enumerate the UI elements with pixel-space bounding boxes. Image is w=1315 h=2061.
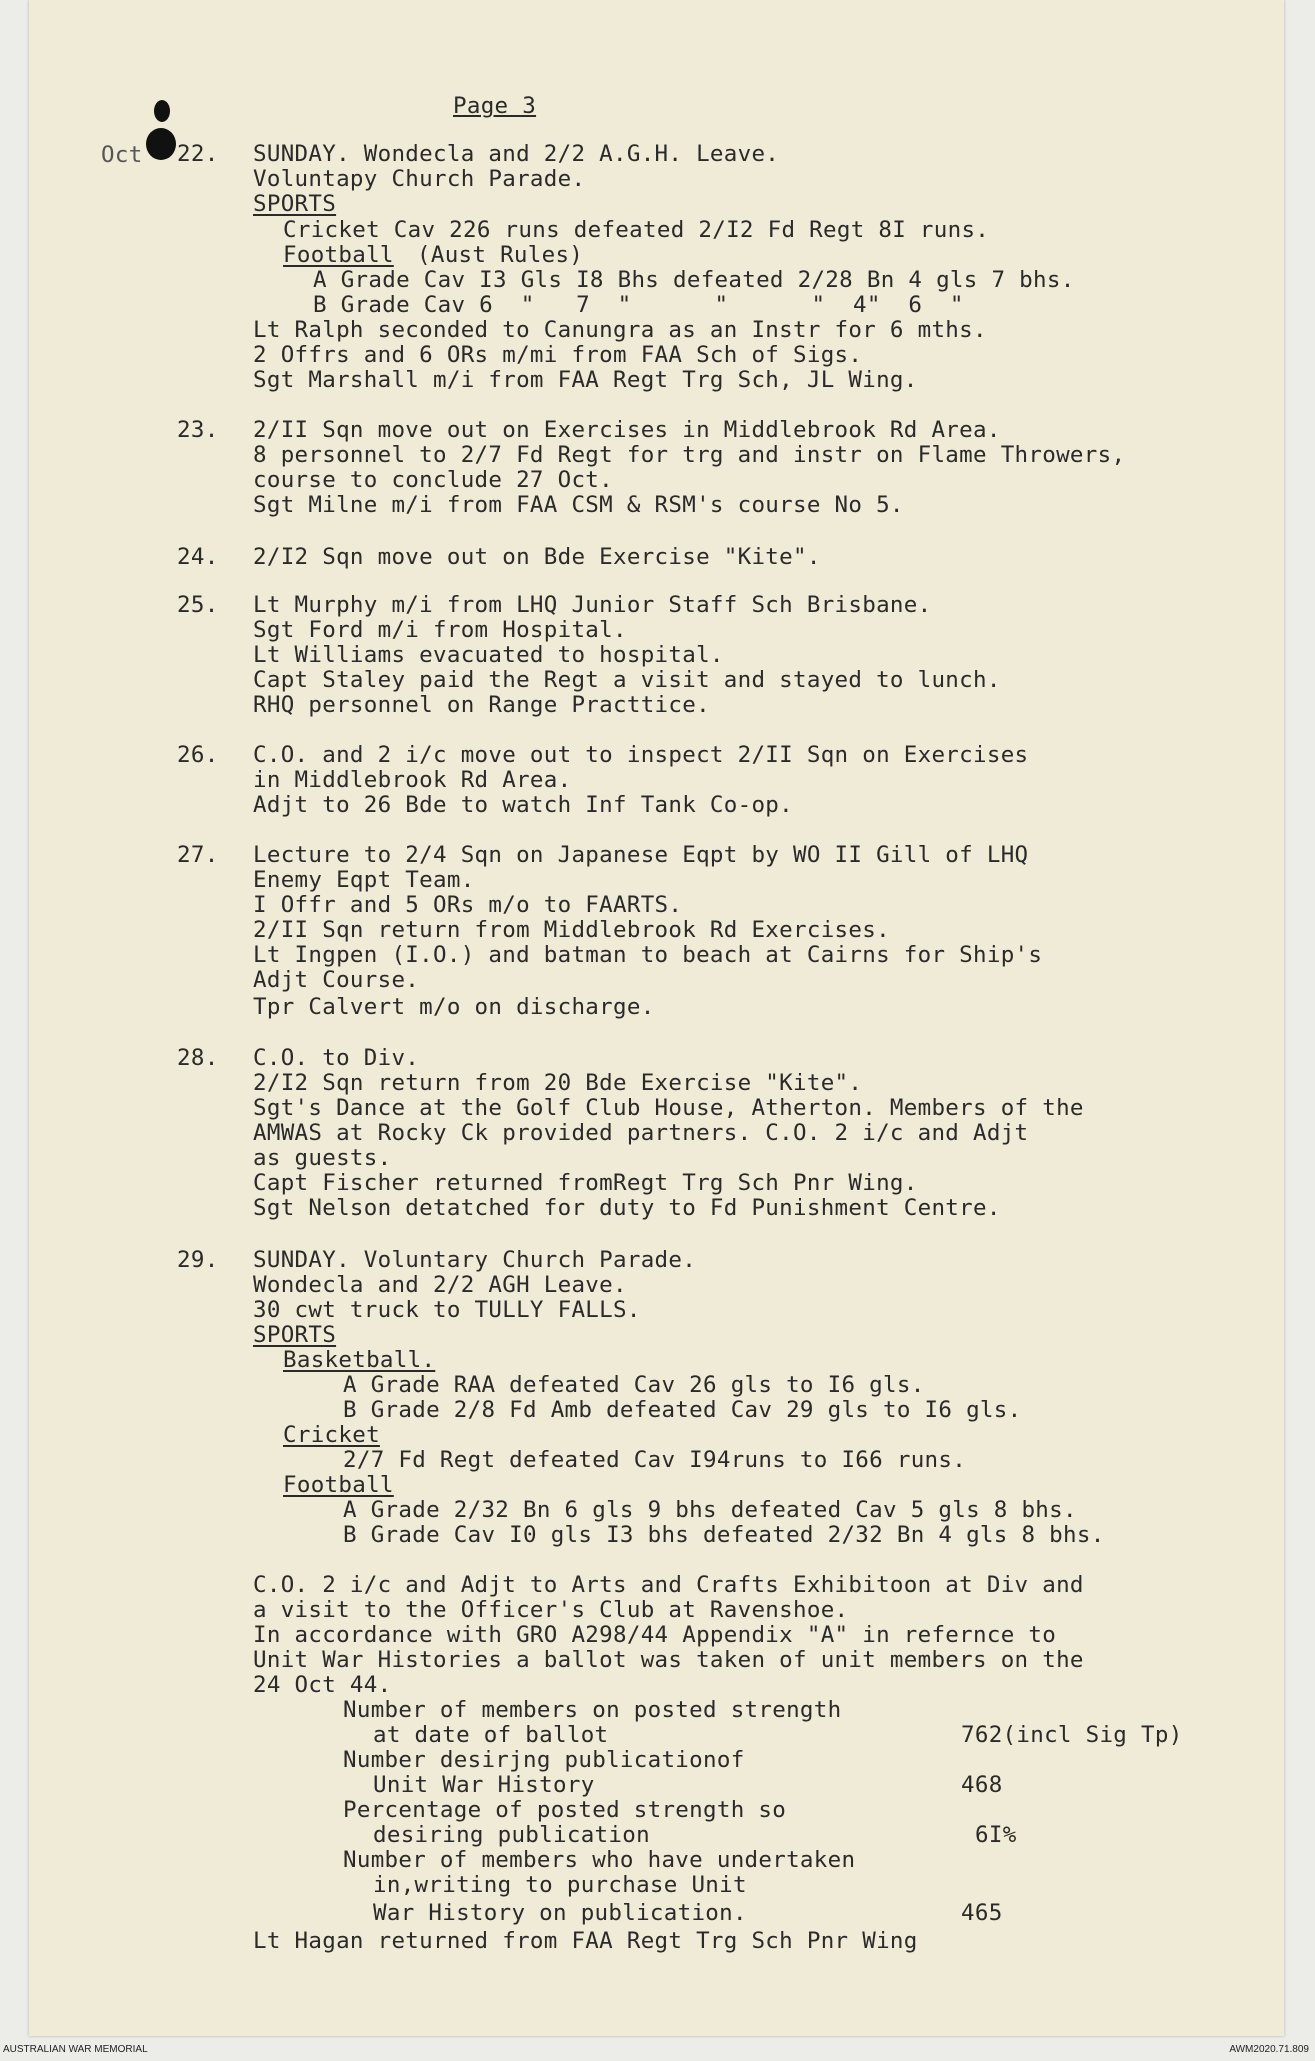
entry-line: Lt Murphy m/i from LHQ Junior Staff Sch Brisbane.: [253, 592, 932, 618]
sport-heading: Football: [283, 1472, 394, 1498]
page-header: Page 3: [453, 93, 537, 119]
entry-line: RHQ personnel on Range Practtice.: [253, 692, 710, 718]
footer-right: AWM2020.71.809: [1229, 2044, 1309, 2055]
entry-line: Wondecla and 2/2 AGH Leave.: [253, 1272, 627, 1298]
entry-line: C.O. 2 i/c and Adjt to Arts and Crafts Exhibitoon at Div and: [253, 1572, 1084, 1598]
section-heading: SPORTS: [253, 191, 337, 217]
entry-line: Lt Hagan returned from FAA Regt Trg Sch Pnr Wing: [253, 1928, 918, 1954]
entry-line: B Grade 2/8 Fd Amb defeated Cav 29 gls to I6 gls.: [343, 1397, 1022, 1423]
entry-line: In accordance with GRO A298/44 Appendix "A" in refernce to: [253, 1622, 1057, 1648]
date-26: 26.: [177, 742, 219, 768]
ballot-label: War History on publication.: [373, 1900, 747, 1926]
entry-line: 2/7 Fd Regt defeated Cav I94runs to I66 runs.: [343, 1447, 967, 1473]
ballot-label: Percentage of posted strength so: [343, 1797, 787, 1823]
entry-line: 2/II Sqn return from Middlebrook Rd Exercises.: [253, 917, 890, 943]
entry-line: Capt Fischer returned fromRegt Trg Sch Pnr Wing.: [253, 1170, 918, 1196]
entry-line: B Grade Cav 6 " 7 " " " 4" 6 ": [313, 292, 964, 318]
entry-line: 2/I2 Sqn return from 20 Bde Exercise "Kite".: [253, 1070, 863, 1096]
ballot-label: at date of ballot: [373, 1722, 609, 1748]
entry-line: C.O. and 2 i/c move out to inspect 2/II Sqn on Exercises: [253, 742, 1029, 768]
entry-line: SUNDAY. Wondecla and 2/2 A.G.H. Leave.: [253, 141, 780, 167]
entry-line: Cricket Cav 226 runs defeated 2/I2 Fd Regt 8I runs.: [283, 217, 990, 243]
entry-line: Sgt Nelson detatched for duty to Fd Punishment Centre.: [253, 1195, 1001, 1221]
date-22: 22.: [177, 141, 219, 167]
sport-heading: Basketball.: [283, 1347, 436, 1373]
section-heading: SPORTS: [253, 1322, 337, 1348]
entry-line: Sgt Ford m/i from Hospital.: [253, 617, 627, 643]
footer-left: AUSTRALIAN WAR MEMORIAL: [3, 2044, 148, 2055]
ballot-label: in,writing to purchase Unit: [373, 1872, 747, 1898]
entry-line: SUNDAY. Voluntary Church Parade.: [253, 1247, 697, 1273]
binding-hole-marks: [144, 100, 174, 160]
ballot-value: 468: [961, 1772, 1003, 1798]
ballot-label: Number desirjng publicationof: [343, 1747, 745, 1773]
entry-line: Lecture to 2/4 Sqn on Japanese Eqpt by WO II Gill of LHQ: [253, 842, 1029, 868]
date-28: 28.: [177, 1045, 219, 1071]
date-23: 23.: [177, 417, 219, 443]
ballot-label: Number of members on posted strength: [343, 1697, 842, 1723]
entry-line: A Grade 2/32 Bn 6 gls 9 bhs defeated Cav 5 gls 8 bhs.: [343, 1497, 1077, 1523]
entry-line: (Aust Rules): [417, 242, 584, 268]
entry-line: in Middlebrook Rd Area.: [253, 767, 572, 793]
ballot-label: desiring publication: [373, 1822, 650, 1848]
margin-note: Oct: [101, 142, 143, 168]
date-24: 24.: [177, 544, 219, 570]
entry-line: Adjt to 26 Bde to watch Inf Tank Co-op.: [253, 792, 793, 818]
sport-heading: Cricket: [283, 1422, 380, 1448]
entry-line: 2 Offrs and 6 ORs m/mi from FAA Sch of Sigs.: [253, 342, 863, 368]
entry-line: 2/II Sqn move out on Exercises in Middlebrook Rd Area.: [253, 417, 1001, 443]
date-29: 29.: [177, 1247, 219, 1273]
entry-line: Enemy Eqpt Team.: [253, 867, 475, 893]
entry-line: a visit to the Officer's Club at Ravenshoe.: [253, 1597, 849, 1623]
entry-line: A Grade RAA defeated Cav 26 gls to I6 gls.: [343, 1372, 925, 1398]
entry-line: Tpr Calvert m/o on discharge.: [253, 994, 655, 1020]
document-page: [29, 0, 1284, 2036]
entry-line: Sgt's Dance at the Golf Club House, Atherton. Members of the: [253, 1095, 1084, 1121]
entry-line: course to conclude 27 Oct.: [253, 467, 613, 493]
entry-line: 30 cwt truck to TULLY FALLS.: [253, 1297, 641, 1323]
entry-line: C.O. to Div.: [253, 1045, 420, 1071]
ballot-label: Unit War History: [373, 1772, 595, 1798]
ballot-value: 6I%: [975, 1822, 1017, 1848]
entry-line: Capt Staley paid the Regt a visit and stayed to lunch.: [253, 667, 1001, 693]
entry-line: 24 Oct 44.: [253, 1672, 392, 1698]
ballot-label: Number of members who have undertaken: [343, 1847, 856, 1873]
entry-line: A Grade Cav I3 Gls I8 Bhs defeated 2/28 Bn 4 gls 7 bhs.: [313, 267, 1075, 293]
entry-line: Lt Williams evacuated to hospital.: [253, 642, 724, 668]
entry-line: AMWAS at Rocky Ck provided partners. C.O. 2 i/c and Adjt: [253, 1120, 1029, 1146]
entry-line: Adjt Course.: [253, 967, 420, 993]
entry-line: Sgt Marshall m/i from FAA Regt Trg Sch, JL Wing.: [253, 367, 918, 393]
entry-line: B Grade Cav I0 gls I3 bhs defeated 2/32 Bn 4 gls 8 bhs.: [343, 1522, 1105, 1548]
entry-line: I Offr and 5 ORs m/o to FAARTS.: [253, 892, 683, 918]
entry-line: 8 personnel to 2/7 Fd Regt for trg and instr on Flame Throwers,: [253, 442, 1126, 468]
ballot-value: 762(incl Sig Tp): [961, 1722, 1183, 1748]
entry-line: Voluntapy Church Parade.: [253, 166, 586, 192]
ballot-value: 465: [961, 1900, 1003, 1926]
date-27: 27.: [177, 842, 219, 868]
entry-line: Sgt Milne m/i from FAA CSM & RSM's course No 5.: [253, 492, 904, 518]
entry-line: Lt Ingpen (I.O.) and batman to beach at Cairns for Ship's: [253, 942, 1043, 968]
entry-line: Lt Ralph seconded to Canungra as an Instr for 6 mths.: [253, 317, 987, 343]
date-25: 25.: [177, 592, 219, 618]
entry-line: Unit War Histories a ballot was taken of unit members on the: [253, 1647, 1084, 1673]
entry-line: 2/I2 Sqn move out on Bde Exercise "Kite".: [253, 544, 821, 570]
sport-heading: Football: [283, 242, 394, 268]
entry-line: as guests.: [253, 1145, 392, 1171]
